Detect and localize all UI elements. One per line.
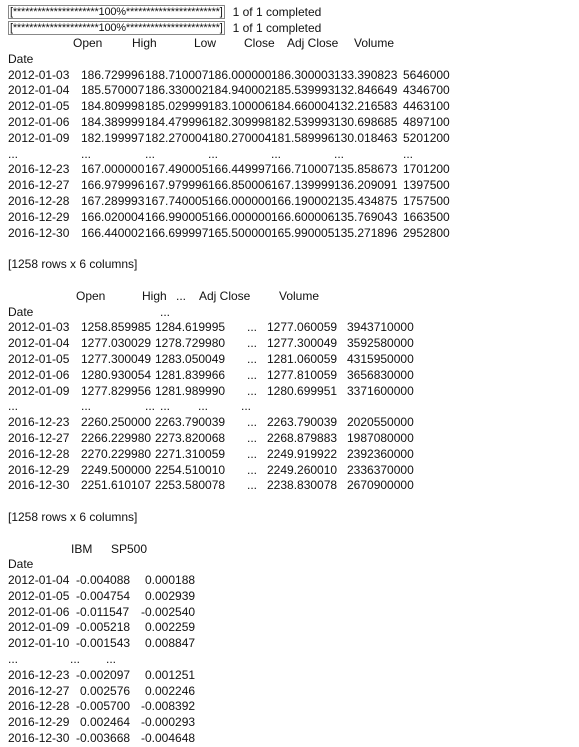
cell: 4463100: [403, 99, 450, 114]
cell: -0.004754: [76, 588, 131, 603]
cell: Adj Close: [199, 288, 251, 303]
cell: 1757500: [403, 193, 450, 208]
ellipsis-row: [8, 399, 573, 415]
cell: -0.004088: [76, 573, 131, 588]
cell: 2254.510010: [155, 462, 226, 477]
cell: 135.271896: [334, 225, 398, 240]
cell: 166.850006: [208, 178, 272, 193]
index-cell: 2012-01-04: [8, 573, 70, 588]
cell: 1277.300049: [81, 351, 152, 366]
cell: 1280.699951: [267, 383, 338, 398]
cell: ...: [271, 146, 282, 161]
cell: 184.809998: [81, 99, 145, 114]
cell: 1284.619995: [155, 320, 226, 335]
cell: 2249.500000: [81, 462, 152, 477]
cell: ...: [334, 146, 345, 161]
cell: 1277.810059: [267, 367, 338, 382]
progress-line-2: [8, 20, 573, 36]
dataframe-sp500: [8, 289, 573, 526]
table-row: [8, 226, 573, 242]
cell: 136.209091: [334, 178, 398, 193]
cell: 167.979996: [145, 178, 209, 193]
cell: ...: [160, 399, 171, 414]
cell: 166.020004: [81, 209, 145, 224]
cell: 167.000000: [81, 162, 145, 177]
cell: 182.309998: [208, 114, 272, 129]
table-row: [8, 589, 573, 605]
index-cell: 2012-01-04: [8, 336, 70, 351]
cell: 2266.229980: [81, 430, 152, 445]
cell: ...: [247, 336, 258, 351]
table-row: [8, 463, 573, 479]
shape-label: [1258 rows x 6 columns]: [8, 509, 138, 524]
index-name: Date: [8, 51, 34, 66]
index-cell: 2016-12-28: [8, 699, 70, 714]
index-name: [8, 305, 573, 321]
index-name: Date: [8, 557, 34, 572]
index-cell: 2016-12-23: [8, 415, 70, 430]
cell: ...: [145, 146, 156, 161]
cell: 0.002259: [145, 620, 196, 635]
cell: 135.858673: [334, 162, 398, 177]
index-cell: ...: [8, 399, 19, 414]
table-row: [8, 131, 573, 147]
cell: ...: [247, 320, 258, 335]
notebook-output: [8, 4, 573, 747]
cell: 0.002464: [80, 715, 131, 730]
cell: Volume: [354, 36, 395, 50]
cell: 186.000000: [208, 67, 272, 82]
table-row: [8, 684, 573, 700]
cell: 3656830000: [347, 367, 414, 382]
cell: 167.490005: [145, 162, 209, 177]
cell: 1701200: [403, 162, 450, 177]
cell: 185.029999: [145, 99, 209, 114]
index-cell: 2012-01-04: [8, 83, 70, 98]
cell: -0.004648: [141, 731, 196, 746]
table-row: [8, 210, 573, 226]
cell: 166.710007: [271, 162, 335, 177]
index-cell: 2012-01-09: [8, 383, 70, 398]
cell: 1987080000: [347, 430, 414, 445]
index-cell: 2012-01-03: [8, 67, 70, 82]
cell: 183.100006: [208, 99, 272, 114]
cell: 184.389999: [81, 114, 145, 129]
cell: ...: [145, 399, 156, 414]
dataframe-returns: [8, 542, 573, 747]
index-cell: 2016-12-29: [8, 209, 70, 224]
index-cell: 2016-12-23: [8, 162, 70, 177]
table-row: [8, 431, 573, 447]
cell: 2670900000: [347, 478, 414, 493]
cell: ...: [247, 462, 258, 477]
index-cell: 2012-01-05: [8, 99, 70, 114]
cell: -0.005218: [76, 620, 131, 635]
table-row: [8, 715, 573, 731]
index-cell: Date: [8, 304, 34, 319]
index-cell: 2016-12-29: [8, 462, 70, 477]
cell: IBM: [71, 541, 93, 556]
cell: 2273.820068: [155, 430, 226, 445]
index-cell: 2012-01-05: [8, 588, 70, 603]
progress-status: 1 of 1 completed: [232, 21, 322, 35]
table-row: [8, 178, 573, 194]
cell: 132.846649: [334, 83, 398, 98]
cell: 5646000: [403, 67, 450, 82]
dataframe-ibm: [8, 36, 573, 273]
index-cell: 2012-01-03: [8, 320, 70, 335]
column-header: [8, 36, 573, 52]
cell: 1280.930054: [81, 367, 152, 382]
cell: 3592580000: [347, 336, 414, 351]
cell: 1277.030029: [81, 336, 152, 351]
table-row: [8, 620, 573, 636]
cell: 2260.250000: [81, 415, 152, 430]
cell: ...: [403, 146, 414, 161]
table-row: [8, 68, 573, 84]
cell: 166.699997: [145, 225, 209, 240]
shape-label: [1258 rows x 6 columns]: [8, 257, 138, 272]
cell: 130.018463: [334, 130, 398, 145]
cell: 165.990005: [271, 225, 335, 240]
cell: 2238.830078: [267, 478, 338, 493]
cell: ...: [81, 399, 92, 414]
index-cell: 2012-01-09: [8, 130, 70, 145]
table-row: [8, 352, 573, 368]
cell: Adj Close: [287, 36, 339, 50]
cell: 184.660004: [271, 99, 335, 114]
index-cell: 2016-12-27: [8, 683, 70, 698]
table-row: [8, 336, 573, 352]
index-cell: 2012-01-06: [8, 604, 70, 619]
cell: ...: [247, 367, 258, 382]
cell: 2253.580078: [155, 478, 226, 493]
index-cell: ...: [8, 146, 19, 161]
table-row: [8, 605, 573, 621]
cell: 166.600006: [271, 209, 335, 224]
cell: ...: [247, 383, 258, 398]
cell: ...: [247, 430, 258, 445]
cell: ...: [247, 351, 258, 366]
index-cell: 2012-01-06: [8, 114, 70, 129]
cell: -0.002097: [76, 667, 131, 682]
cell: 1283.050049: [155, 351, 226, 366]
cell: 2268.879883: [267, 430, 338, 445]
progress-bar: [*********************100%***********************]: [10, 6, 223, 18]
cell: ...: [160, 304, 171, 319]
cell: 185.539993: [271, 83, 335, 98]
cell: 4346700: [403, 83, 450, 98]
cell: 130.698685: [334, 114, 398, 129]
cell: 1258.859985: [81, 320, 152, 335]
cell: ...: [198, 399, 209, 414]
cell: -0.011547: [76, 604, 130, 619]
index-cell: 2016-12-23: [8, 667, 70, 682]
table-row: [8, 478, 573, 494]
table-row: [8, 636, 573, 652]
cell: 182.539993: [271, 114, 335, 129]
index-cell: 2016-12-27: [8, 430, 70, 445]
cell: 184.940002: [208, 83, 272, 98]
table-row: [8, 573, 573, 589]
table-row: [8, 447, 573, 463]
cell: 1281.060059: [267, 351, 338, 366]
spacer: [8, 494, 573, 510]
cell: ...: [70, 652, 81, 667]
cell: 2249.919922: [267, 446, 338, 461]
cell: -0.005700: [76, 699, 131, 714]
cell: 166.000000: [208, 209, 272, 224]
cell: High: [142, 288, 167, 303]
cell: 1278.729980: [155, 336, 226, 351]
index-cell: 2012-01-06: [8, 367, 70, 382]
ellipsis-row: [8, 652, 573, 668]
cell: 166.000000: [208, 193, 272, 208]
index-cell: 2016-12-30: [8, 731, 70, 746]
table-row: [8, 115, 573, 131]
cell: ...: [241, 399, 252, 414]
cell: 186.330002: [145, 83, 209, 98]
cell: 1277.300049: [267, 336, 338, 351]
cell: 0.001251: [145, 667, 196, 682]
cell: 184.479996: [145, 114, 209, 129]
table-row: [8, 99, 573, 115]
cell: 2392360000: [347, 446, 414, 461]
cell: 135.434875: [334, 193, 398, 208]
cell: 166.190002: [271, 193, 335, 208]
cell: ...: [106, 652, 117, 667]
index-cell: 2016-12-30: [8, 478, 70, 493]
index-cell: 2012-01-05: [8, 351, 70, 366]
table-row: [8, 194, 573, 210]
cell: ...: [247, 415, 258, 430]
index-cell: ...: [8, 652, 19, 667]
cell: 186.729996: [81, 67, 145, 82]
cell: 185.570007: [81, 83, 145, 98]
cell: Open: [76, 288, 106, 303]
progress-status: 1 of 1 completed: [232, 5, 322, 19]
cell: 0.002576: [80, 683, 131, 698]
table-row: [8, 368, 573, 384]
cell: 166.979996: [81, 178, 145, 193]
cell: 2251.610107: [81, 478, 152, 493]
cell: 2249.260010: [267, 462, 338, 477]
cell: ...: [247, 478, 258, 493]
cell: 3943710000: [347, 320, 414, 335]
table-row: [8, 320, 573, 336]
index-cell: 2012-01-09: [8, 620, 70, 635]
cell: 4315950000: [347, 351, 414, 366]
ellipsis-row: [8, 147, 573, 163]
cell: 2336370000: [347, 462, 414, 477]
index-cell: 2016-12-27: [8, 178, 70, 193]
progress-line-1: [8, 4, 573, 20]
cell: Volume: [279, 288, 320, 303]
cell: 166.990005: [145, 209, 209, 224]
cell: 2270.229980: [81, 446, 152, 461]
cell: 2263.790039: [267, 415, 338, 430]
cell: 166.440002: [81, 225, 145, 240]
table-row: [8, 83, 573, 99]
index-cell: 2016-12-28: [8, 193, 70, 208]
cell: 167.740005: [145, 193, 209, 208]
cell: 0.002939: [145, 588, 196, 603]
cell: 182.270004: [145, 130, 209, 145]
index-cell: 2016-12-30: [8, 225, 70, 240]
cell: ...: [208, 146, 219, 161]
cell: 166.449997: [208, 162, 272, 177]
cell: Close: [244, 36, 275, 50]
index-cell: 2012-01-10: [8, 636, 70, 651]
column-header: [8, 289, 573, 305]
cell: High: [132, 36, 157, 50]
cell: 0.002246: [145, 683, 196, 698]
cell: -0.001543: [76, 636, 131, 651]
cell: 4897100: [403, 114, 450, 129]
table-row: [8, 415, 573, 431]
spacer: [8, 241, 573, 257]
table-row: [8, 731, 573, 747]
cell: 5201200: [403, 130, 450, 145]
cell: 1277.060059: [267, 320, 338, 335]
cell: 165.500000: [208, 225, 272, 240]
cell: 167.139999: [271, 178, 335, 193]
cell: Low: [194, 36, 217, 50]
cell: SP500: [111, 541, 148, 556]
index-cell: 2016-12-28: [8, 446, 70, 461]
cell: 181.589996: [271, 130, 335, 145]
table-row: [8, 384, 573, 400]
cell: 2263.790039: [155, 415, 226, 430]
cell: ...: [176, 288, 187, 303]
cell: 135.769043: [334, 209, 398, 224]
cell: 0.008847: [145, 636, 196, 651]
cell: 0.000188: [145, 573, 196, 588]
cell: ...: [247, 446, 258, 461]
cell: 1277.829956: [81, 383, 152, 398]
cell: -0.008392: [141, 699, 196, 714]
progress-bar: [*********************100%***********************]: [10, 22, 223, 34]
cell: 2952800: [403, 225, 450, 240]
cell: 1397500: [403, 178, 450, 193]
cell: 186.300003: [271, 67, 335, 82]
table-row: [8, 668, 573, 684]
cell: 188.710007: [145, 67, 209, 82]
cell: -0.002540: [141, 604, 196, 619]
column-header: [8, 542, 573, 558]
cell: -0.003668: [76, 731, 131, 746]
table-row: [8, 699, 573, 715]
cell: 2271.310059: [155, 446, 226, 461]
table-row: [8, 162, 573, 178]
cell: 167.289993: [81, 193, 145, 208]
cell: 3371600000: [347, 383, 414, 398]
cell: 182.199997: [81, 130, 145, 145]
cell: 1281.839966: [155, 367, 226, 382]
cell: Open: [73, 36, 103, 50]
cell: 1663500: [403, 209, 450, 224]
cell: 2020550000: [347, 415, 414, 430]
cell: ...: [81, 146, 92, 161]
cell: 133.390823: [334, 67, 398, 82]
cell: -0.000293: [141, 715, 196, 730]
cell: 1281.989990: [155, 383, 226, 398]
cell: 180.270004: [208, 130, 272, 145]
cell: 132.216583: [334, 99, 398, 114]
index-cell: 2016-12-29: [8, 715, 70, 730]
